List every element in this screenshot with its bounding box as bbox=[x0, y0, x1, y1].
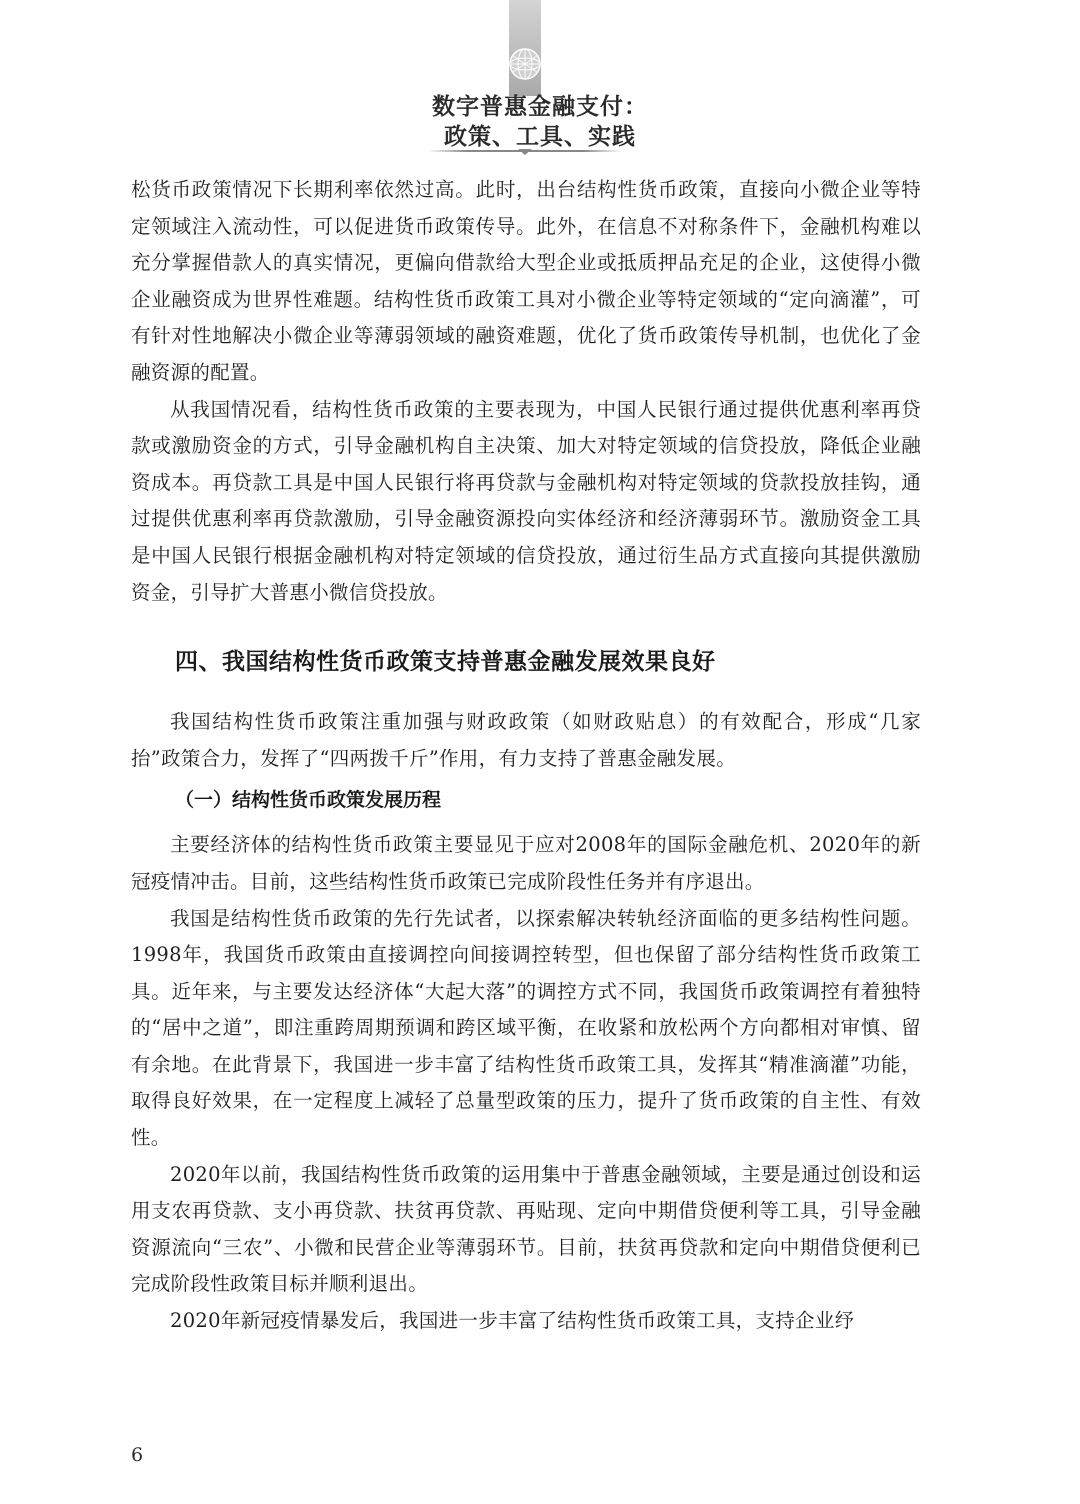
paragraph-continued: 松货币政策情况下长期利率依然过高。此时，出台结构性货币政策，直接向小微企业等特定领域注入流动性，可以促进货币政策传导。此外，在信息不对称条件下，金融机构难以充分掌握借款人的真实情况，更偏向借款给大型企业或抵质押品充足的企业，这使得小微企业融资成为世界性难题。结构性货币政策工具对小微企业等特定领域的“定向滴灌”，可有针对性地解决小微企业等薄弱领域的融资难题，优化了货币政策传导机制，也优化了金融资源的配置。 bbox=[131, 178, 921, 384]
header-divider-mark bbox=[518, 149, 532, 155]
paragraph: 我国是结构性货币政策的先行先试者，以探索解决转轨经济面临的更多结构性问题。1998年，我国货币政策由直接调控向间接调控转型，但也保留了部分结构性货币政策工具。近年来，与主要发达经济体“大起大落”的调控方式不同，我国货币政策调控有着独特的“居中之道”，即注重跨周期预调和跨区域平衡，在收紧和放松两个方向都相对审慎、留有余地。在此背景下，我国进一步丰富了结构性货币政策工具，发挥其“精准滴灌”功能，取得良好效果，在一定程度上减轻了总量型政策的压力，提升了货币政策的自主性、有效性。 bbox=[131, 906, 921, 1150]
globe-emblem-icon bbox=[505, 44, 545, 84]
paragraph: 主要经济体的结构性货币政策主要显见于应对2008年的国际金融危机、2020年的新冠疫情冲击。目前，这些结构性货币政策已完成阶段性任务并有序退出。 bbox=[131, 833, 921, 893]
page-body bbox=[131, 172, 921, 1340]
paragraph: 2020年新冠疫情暴发后，我国进一步丰富了结构性货币政策工具，支持企业纾 bbox=[170, 1309, 855, 1333]
paragraph: 从我国情况看，结构性货币政策的主要表现为，中国人民银行通过提供优惠利率再贷款或激励资金的方式，引导金融机构自主决策、加大对特定领域的信贷投放，降低企业融资成本。再贷款工具是中国人民银行将再贷款与金融机构对特定领域的贷款投放挂钩，通过提供优惠利率再贷款激励，引导金融资源投向实体经济和经济薄弱环节。激励资金工具是中国人民银行根据金融机构对特定领域的信贷投放，通过衍生品方式直接向其提供激励资金，引导扩大普惠小微信贷投放。 bbox=[131, 397, 921, 604]
paragraph: 2020年以前，我国结构性货币政策的运用集中于普惠金融领域，主要是通过创设和运用支农再贷款、支小再贷款、扶贫再贷款、再贴现、定向中期借贷便利等工具，引导金融资源流向“三农”、小微和民营企业等薄弱环节。目前，扶贫再贷款和定向中期借贷便利已完成阶段性政策目标并顺利退出。 bbox=[131, 1162, 921, 1296]
running-header-title-line2: 政策、工具、实践 bbox=[444, 124, 636, 150]
running-header-title-line1: 数字普惠金融支付： bbox=[432, 94, 648, 120]
page-number: 6 bbox=[131, 1444, 144, 1466]
section-intro-paragraph: 我国结构性货币政策注重加强与财政政策（如财政贴息）的有效配合，形成“几家抬”政策合力，发挥了“四两拨千斤”作用，有力支持了普惠金融发展。 bbox=[131, 710, 921, 770]
subsection-heading: （一）结构性货币政策发展历程 bbox=[175, 789, 442, 812]
section-heading: 四、我国结构性货币政策支持普惠金融发展效果良好 bbox=[175, 649, 716, 676]
